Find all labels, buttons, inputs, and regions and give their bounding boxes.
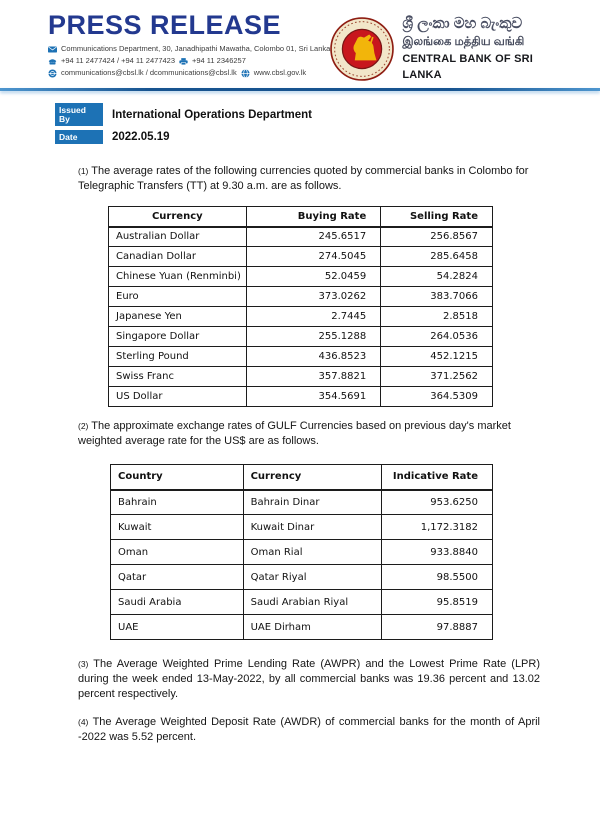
buying-rate: 274.5045 xyxy=(246,247,381,267)
country-name: UAE xyxy=(111,615,244,640)
buying-rate: 245.6517 xyxy=(246,227,381,247)
currency-name: Oman Rial xyxy=(243,540,382,565)
currency-name: Sterling Pound xyxy=(109,347,247,367)
paragraph-2-number: (2) xyxy=(78,421,89,431)
contact-web-line xyxy=(48,67,330,79)
country-name: Oman xyxy=(111,540,244,565)
header-right xyxy=(330,14,572,83)
paragraph-4-number: (4) xyxy=(78,717,89,727)
indicative-rate: 95.8519 xyxy=(382,590,493,615)
contact-phone-line xyxy=(48,55,330,67)
header xyxy=(0,0,600,83)
tt-col-currency: Currency xyxy=(109,207,247,227)
bank-name-english: CENTRAL BANK OF SRI LANKA xyxy=(402,53,534,81)
tt-rates-table xyxy=(108,206,493,407)
table-row xyxy=(109,327,493,347)
contact-website: www.cbsl.gov.lk xyxy=(253,68,307,77)
currency-name: Canadian Dollar xyxy=(109,247,247,267)
buying-rate: 354.5691 xyxy=(246,387,381,407)
selling-rate: 371.2562 xyxy=(381,367,493,387)
table-row xyxy=(109,367,493,387)
country-name: Bahrain xyxy=(111,490,244,515)
table-row xyxy=(109,387,493,407)
paragraph-3 xyxy=(78,657,540,702)
table-row xyxy=(111,515,493,540)
table-row xyxy=(109,267,493,287)
email-globe-icon xyxy=(48,69,57,78)
table-row xyxy=(109,227,493,247)
selling-rate: 364.5309 xyxy=(381,387,493,407)
gulf-col-indicative: Indicative Rate xyxy=(382,465,493,490)
currency-name: Bahrain Dinar xyxy=(243,490,382,515)
contact-fax: +94 11 2346257 xyxy=(192,56,246,65)
table-row xyxy=(109,247,493,267)
gulf-col-currency: Currency xyxy=(243,465,382,490)
table-row xyxy=(109,307,493,327)
paragraph-4-text: The Average Weighted Deposit Rate (AWDR) of commercial banks for the month of April -2022 was 5.52 percent. xyxy=(78,716,540,743)
central-bank-seal-logo xyxy=(330,17,394,81)
bank-name-tamil: இலங்கை மத்திய வங்கி xyxy=(402,36,525,48)
selling-rate: 2.8518 xyxy=(381,307,493,327)
currency-name: Euro xyxy=(109,287,247,307)
meta-section xyxy=(55,103,600,144)
tt-table-header-row xyxy=(109,207,493,227)
contact-phones: +94 11 2477424 / +94 11 2477423 xyxy=(61,56,175,65)
table-row xyxy=(109,347,493,367)
paragraph-3-number: (3) xyxy=(78,659,89,669)
bank-names xyxy=(402,14,572,83)
gulf-table-header-row xyxy=(111,465,493,490)
envelope-icon xyxy=(48,45,57,54)
currency-name: US Dollar xyxy=(109,387,247,407)
issued-by-row xyxy=(55,103,600,126)
selling-rate: 54.2824 xyxy=(381,267,493,287)
table-row xyxy=(111,540,493,565)
fax-printer-icon xyxy=(179,57,188,66)
country-name: Saudi Arabia xyxy=(111,590,244,615)
currency-name: Chinese Yuan (Renminbi) xyxy=(109,267,247,287)
country-name: Qatar xyxy=(111,565,244,590)
currency-name: Australian Dollar xyxy=(109,227,247,247)
web-globe-icon xyxy=(241,69,250,78)
currency-name: Swiss Franc xyxy=(109,367,247,387)
bank-name-sinhala: ශ්‍රී ලංකා මහ බැංකුව xyxy=(402,15,523,32)
country-name: Kuwait xyxy=(111,515,244,540)
phone-icon xyxy=(48,57,57,66)
date-value: 2022.05.19 xyxy=(112,131,170,143)
gulf-rates-table xyxy=(110,464,493,640)
paragraph-1-number: (1) xyxy=(78,166,89,176)
selling-rate: 285.6458 xyxy=(381,247,493,267)
currency-name: Saudi Arabian Riyal xyxy=(243,590,382,615)
gulf-col-country: Country xyxy=(111,465,244,490)
date-row xyxy=(55,130,600,144)
table-row xyxy=(111,565,493,590)
table-row xyxy=(109,287,493,307)
currency-name: UAE Dirham xyxy=(243,615,382,640)
header-left xyxy=(48,10,330,79)
buying-rate: 436.8523 xyxy=(246,347,381,367)
paragraph-4 xyxy=(78,715,540,745)
buying-rate: 255.1288 xyxy=(246,327,381,347)
buying-rate: 357.8821 xyxy=(246,367,381,387)
buying-rate: 373.0262 xyxy=(246,287,381,307)
currency-name: Kuwait Dinar xyxy=(243,515,382,540)
currency-name: Singapore Dollar xyxy=(109,327,247,347)
issued-by-badge: Issued By xyxy=(55,103,103,126)
currency-name: Japanese Yen xyxy=(109,307,247,327)
table-row xyxy=(111,490,493,515)
indicative-rate: 953.6250 xyxy=(382,490,493,515)
indicative-rate: 933.8840 xyxy=(382,540,493,565)
paragraph-3-text: The Average Weighted Prime Lending Rate (AWPR) and the Lowest Prime Rate (LPR) during the week ended 13-May-2022, by all commercial banks was 19.36 percent and 13.02 percent respectively. xyxy=(78,658,541,700)
selling-rate: 452.1215 xyxy=(381,347,493,367)
paragraph-2 xyxy=(78,419,540,449)
indicative-rate: 1,172.3182 xyxy=(382,515,493,540)
selling-rate: 256.8567 xyxy=(381,227,493,247)
currency-name: Qatar Riyal xyxy=(243,565,382,590)
contact-address-line xyxy=(48,43,330,55)
paragraph-1 xyxy=(78,164,540,194)
indicative-rate: 98.5500 xyxy=(382,565,493,590)
page-title: PRESS RELEASE xyxy=(48,10,282,40)
content xyxy=(78,164,540,745)
issued-by-value: International Operations Department xyxy=(112,108,313,121)
paragraph-1-text: The average rates of the following currencies quoted by commercial banks in Colombo for Telegraphic Transfers (TT) at 9.30 a.m. are as follows. xyxy=(78,165,529,192)
contact-address: Communications Department, 30, Janadhipathi Mawatha, Colombo 01, Sri Lanka xyxy=(61,44,331,53)
contact-emails: communications@cbsl.lk / dcommunications@cbsl.lk xyxy=(61,68,237,77)
paragraph-2-text: The approximate exchange rates of GULF Currencies based on previous day's market weighted average rate for the US$ are as follows. xyxy=(78,420,511,447)
indicative-rate: 97.8887 xyxy=(382,615,493,640)
header-divider xyxy=(0,88,600,91)
buying-rate: 2.7445 xyxy=(246,307,381,327)
buying-rate: 52.0459 xyxy=(246,267,381,287)
table-row xyxy=(111,590,493,615)
table-row xyxy=(111,615,493,640)
selling-rate: 383.7066 xyxy=(381,287,493,307)
tt-col-buying: Buying Rate xyxy=(246,207,381,227)
tt-col-selling: Selling Rate xyxy=(381,207,493,227)
date-badge: Date xyxy=(55,130,103,144)
selling-rate: 264.0536 xyxy=(381,327,493,347)
